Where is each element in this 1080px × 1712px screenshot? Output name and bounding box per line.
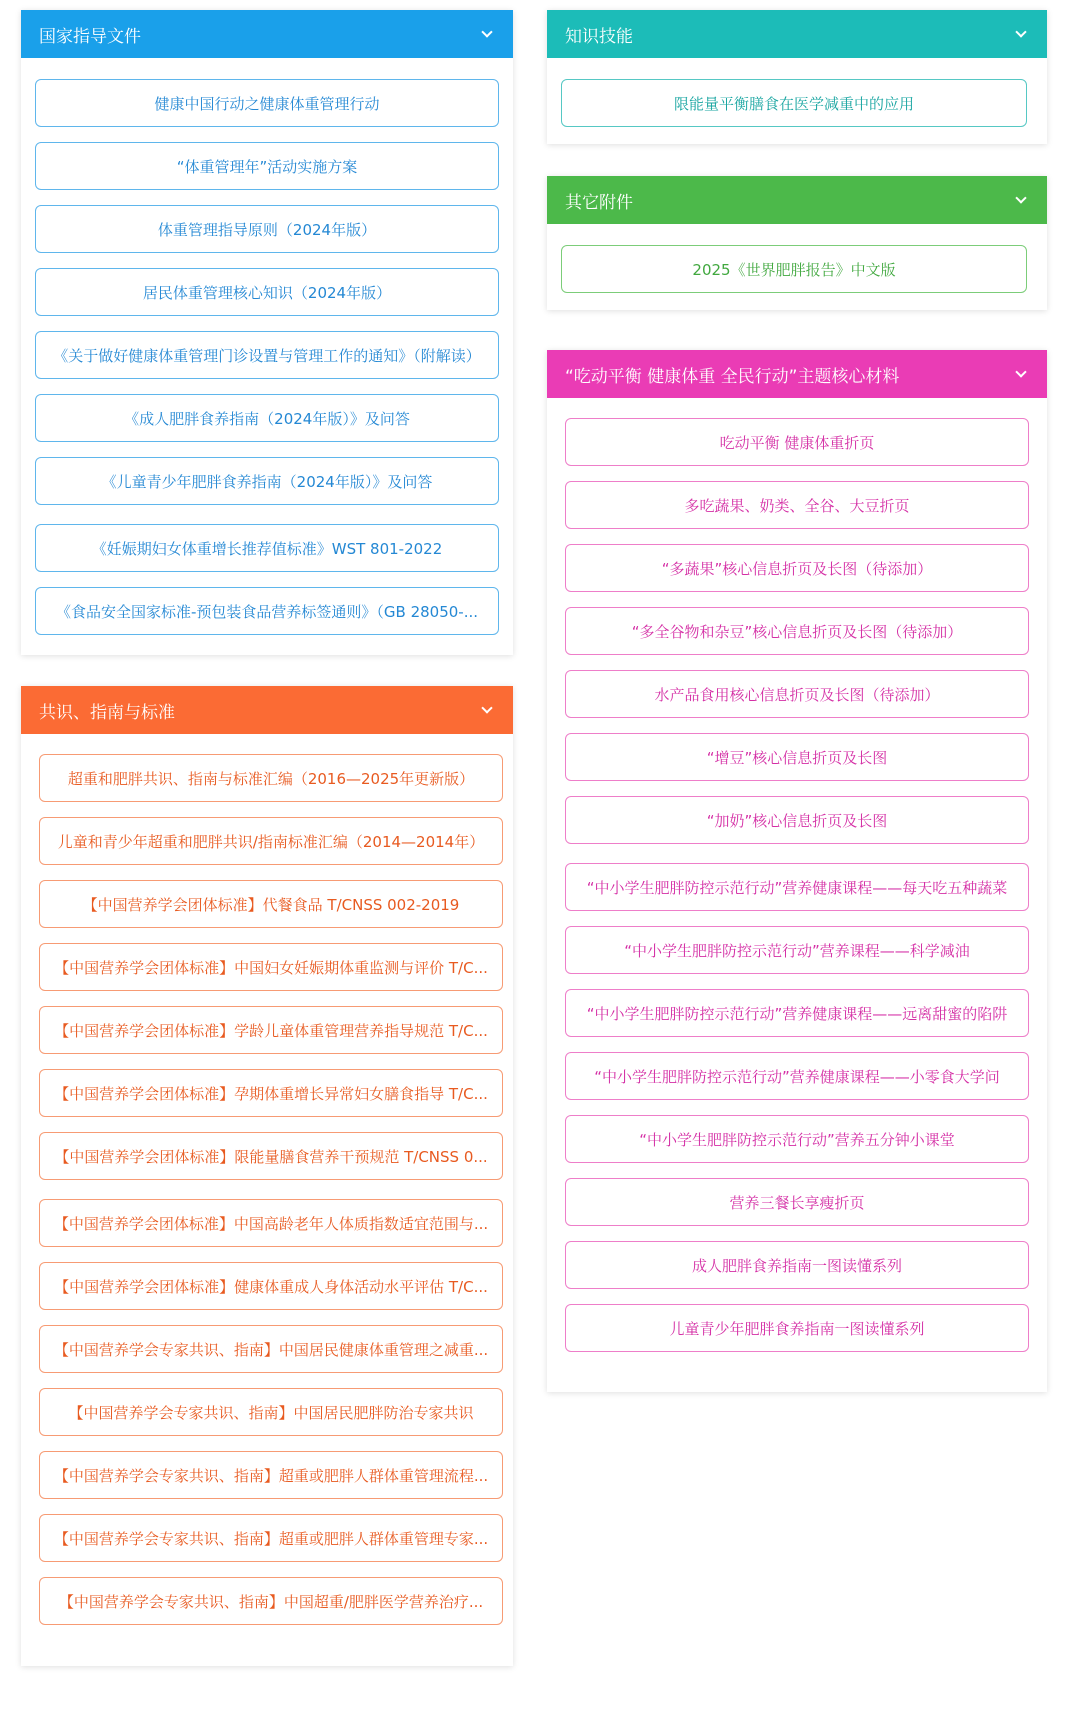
list-item[interactable]: 【中国营养学会团体标准】限能量膳食营养干预规范 T/CNSS 0... — [39, 1132, 503, 1180]
panel-knowledge-skills — [547, 10, 1047, 144]
panel-header-consensus-standards[interactable] — [21, 686, 513, 734]
list-item[interactable]: 【中国营养学会团体标准】中国妇女妊娠期体重监测与评价 T/C... — [39, 943, 503, 991]
list-item[interactable]: 儿童青少年肥胖食养指南一图读懂系列 — [565, 1304, 1029, 1352]
list-item[interactable]: “中小学生肥胖防控示范行动”营养五分钟小课堂 — [565, 1115, 1029, 1163]
panel-other-attachments — [547, 176, 1047, 310]
chevron-down-icon[interactable] — [1015, 366, 1026, 377]
list-item[interactable]: 限能量平衡膳食在医学减重中的应用 — [561, 79, 1027, 127]
chevron-down-icon[interactable] — [481, 702, 492, 713]
list-item[interactable]: 【中国营养学会团体标准】健康体重成人身体活动水平评估 T/C... — [39, 1262, 503, 1310]
list-item[interactable]: 《关于做好健康体重管理门诊设置与管理工作的通知》（附解读） — [35, 331, 499, 379]
list-item[interactable]: 儿童和青少年超重和肥胖共识/指南标准汇编（2014—2014年） — [39, 817, 503, 865]
list-item[interactable]: 多吃蔬果、奶类、全谷、大豆折页 — [565, 481, 1029, 529]
list-item[interactable]: 【中国营养学会团体标准】代餐食品 T/CNSS 002-2019 — [39, 880, 503, 928]
list-item[interactable]: “加奶”核心信息折页及长图 — [565, 796, 1029, 844]
list-item[interactable]: “中小学生肥胖防控示范行动”营养健康课程——每天吃五种蔬菜 — [565, 863, 1029, 911]
panel-header-campaign-materials[interactable] — [547, 350, 1047, 398]
list-item[interactable]: 【中国营养学会专家共识、指南】超重或肥胖人群体重管理专家... — [39, 1514, 503, 1562]
panel-title: 国家指导文件 — [39, 26, 141, 47]
panel-header-national-guidance[interactable] — [21, 10, 513, 58]
panel-title: 知识技能 — [565, 26, 633, 47]
list-item[interactable]: “体重管理年”活动实施方案 — [35, 142, 499, 190]
list-item[interactable]: 健康中国行动之健康体重管理行动 — [35, 79, 499, 127]
list-item[interactable]: 营养三餐长享瘦折页 — [565, 1178, 1029, 1226]
list-item[interactable]: 2025《世界肥胖报告》中文版 — [561, 245, 1027, 293]
list-item[interactable]: 《儿童青少年肥胖食养指南（2024年版）》及问答 — [35, 457, 499, 505]
list-item[interactable]: 《成人肥胖食养指南（2024年版）》及问答 — [35, 394, 499, 442]
chevron-down-icon[interactable] — [1015, 192, 1026, 203]
list-item[interactable]: 超重和肥胖共识、指南与标准汇编（2016—2025年更新版） — [39, 754, 503, 802]
list-item[interactable]: “中小学生肥胖防控示范行动”营养健康课程——小零食大学问 — [565, 1052, 1029, 1100]
list-item[interactable]: 水产品食用核心信息折页及长图（待添加） — [565, 670, 1029, 718]
panel-title: 其它附件 — [565, 192, 633, 213]
panel-campaign-materials — [547, 350, 1047, 1392]
list-item[interactable]: 体重管理指导原则（2024年版） — [35, 205, 499, 253]
panel-header-knowledge-skills[interactable] — [547, 10, 1047, 58]
panel-header-other-attachments[interactable] — [547, 176, 1047, 224]
list-item[interactable]: 【中国营养学会专家共识、指南】超重或肥胖人群体重管理流程... — [39, 1451, 503, 1499]
list-item[interactable]: 【中国营养学会专家共识、指南】中国居民肥胖防治专家共识 — [39, 1388, 503, 1436]
list-item[interactable]: “多蔬果”核心信息折页及长图（待添加） — [565, 544, 1029, 592]
panel-consensus-standards — [21, 686, 513, 1666]
list-item[interactable]: 【中国营养学会专家共识、指南】中国居民健康体重管理之减重... — [39, 1325, 503, 1373]
list-item[interactable]: “中小学生肥胖防控示范行动”营养健康课程——远离甜蜜的陷阱 — [565, 989, 1029, 1037]
list-item[interactable]: 居民体重管理核心知识（2024年版） — [35, 268, 499, 316]
list-item[interactable]: “多全谷物和杂豆”核心信息折页及长图（待添加） — [565, 607, 1029, 655]
chevron-down-icon[interactable] — [1015, 26, 1026, 37]
list-item[interactable]: 《妊娠期妇女体重增长推荐值标准》WST 801-2022 — [35, 524, 499, 572]
list-item[interactable]: “中小学生肥胖防控示范行动”营养课程——科学减油 — [565, 926, 1029, 974]
panel-national-guidance — [21, 10, 513, 655]
list-item[interactable]: 吃动平衡 健康体重折页 — [565, 418, 1029, 466]
list-item[interactable]: “增豆”核心信息折页及长图 — [565, 733, 1029, 781]
panel-title: “吃动平衡 健康体重 全民行动”主题核心材料 — [565, 366, 900, 387]
chevron-down-icon[interactable] — [481, 26, 492, 37]
list-item[interactable]: 【中国营养学会团体标准】学龄儿童体重管理营养指导规范 T/C... — [39, 1006, 503, 1054]
panel-title: 共识、指南与标准 — [39, 702, 175, 723]
list-item[interactable]: 【中国营养学会团体标准】中国高龄老年人体质指数适宜范围与... — [39, 1199, 503, 1247]
list-item[interactable]: 【中国营养学会团体标准】孕期体重增长异常妇女膳食指导 T/C... — [39, 1069, 503, 1117]
list-item[interactable]: 《食品安全国家标准-预包装食品营养标签通则》（GB 28050-... — [35, 587, 499, 635]
list-item[interactable]: 成人肥胖食养指南一图读懂系列 — [565, 1241, 1029, 1289]
list-item[interactable]: 【中国营养学会专家共识、指南】中国超重/肥胖医学营养治疗... — [39, 1577, 503, 1625]
